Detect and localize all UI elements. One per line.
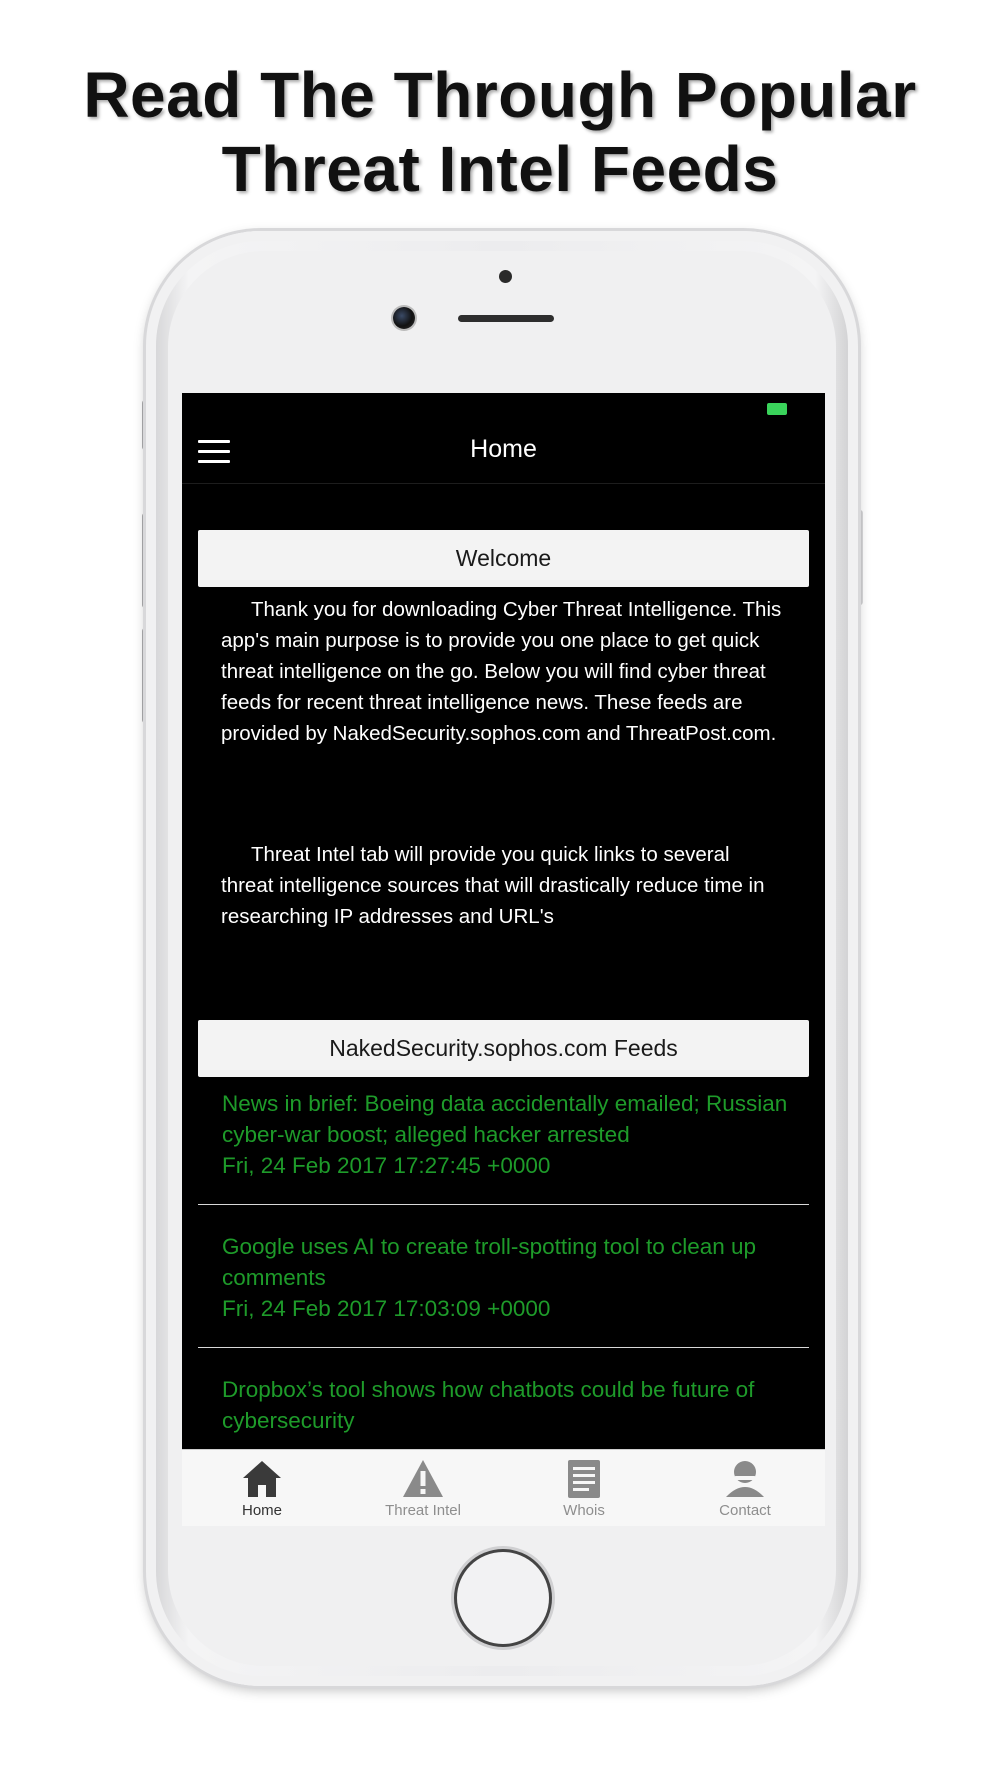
tab-whois[interactable] [504, 1450, 664, 1526]
tab-contact[interactable] [665, 1450, 825, 1526]
feed-item-date: Fri, 24 Feb 2017 17:03:09 +0000 [222, 1296, 551, 1321]
tab-home[interactable] [182, 1450, 342, 1526]
feed-item[interactable] [198, 1088, 809, 1205]
feed-item-title: Dropbox’s tool shows how chatbots could be future of cybersecurity [222, 1377, 755, 1433]
tab-bar [182, 1449, 825, 1526]
tab-label: Contact [719, 1502, 771, 1519]
welcome-header: Welcome [198, 530, 809, 587]
feeds-header: NakedSecurity.sophos.com Feeds [198, 1020, 809, 1077]
promo-headline-line1: Read The Through Popular [83, 59, 917, 131]
feed-item-title: Google uses AI to create troll-spotting tool to clean up comments [222, 1234, 757, 1290]
tab-threat-intel[interactable] [343, 1450, 503, 1526]
front-camera [393, 307, 415, 329]
earpiece-speaker [458, 315, 554, 322]
home-icon [240, 1457, 284, 1501]
tab-label: Home [241, 1502, 282, 1519]
navigation-bar [182, 413, 825, 484]
tab-label: Whois [563, 1502, 605, 1519]
document-icon [562, 1457, 606, 1501]
promo-headline [0, 58, 1000, 206]
app-screen [182, 393, 825, 1526]
warning-icon [401, 1457, 445, 1501]
scroll-content[interactable] [182, 485, 825, 1445]
welcome-paragraph-2: Threat Intel tab will provide you quick links to several threat intelligence sources that will drastically reduce time in researching IP addresses and URL's [221, 843, 765, 928]
tab-label: Threat Intel [385, 1502, 461, 1519]
home-button[interactable] [457, 1552, 549, 1644]
promo-headline-line2: Threat Intel Feeds [221, 133, 779, 205]
feed-item-date: Fri, 24 Feb 2017 17:27:45 +0000 [222, 1153, 551, 1178]
person-icon [723, 1457, 767, 1501]
welcome-paragraph-1: Thank you for downloading Cyber Threat Intelligence. This app's main purpose is to provide you one place to get quick threat intelligence on the go. Below you will find cyber threat feeds for recent threat intelligence news. These feeds are provided by NakedSecurity.sophos.com and ThreatPost.com. [221, 598, 782, 745]
feed-item[interactable] [198, 1231, 809, 1348]
feed-item[interactable] [198, 1374, 809, 1445]
status-bar [182, 393, 825, 413]
feed-item-title: News in brief: Boeing data accidentally emailed; Russian cyber-war boost; alleged hacker arrested [222, 1091, 788, 1147]
page-title: Home [470, 435, 537, 463]
proximity-sensor [499, 270, 512, 283]
